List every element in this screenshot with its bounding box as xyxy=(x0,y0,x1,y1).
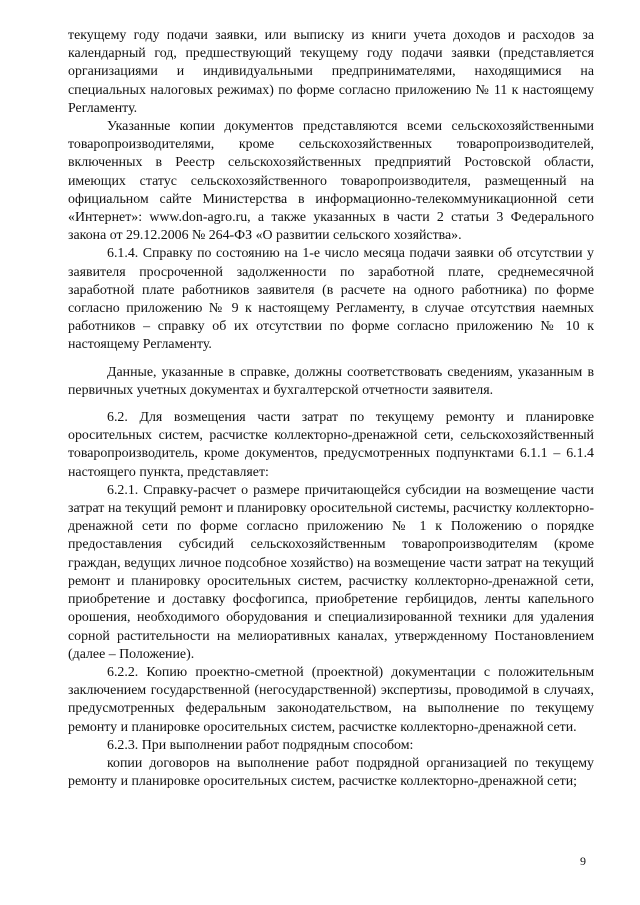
page-number: 9 xyxy=(580,854,586,868)
paragraph-6-1-4-salary-certificate: 6.1.4. Справку по состоянию на 1-е число месяца подачи заявки об отсутствии у заявителя просроченной задолженности по заработной плате, среднемесячной заработной плате работников заявителя (в расчете на одного работника) по форме согласно приложению № 9 к настоящему Регламенту, в случае отсутствия наемных работников – справку об их отсутствии по форме согласно приложению № 10 к настоящему Регламенту. xyxy=(68,246,594,353)
paragraph-copies-provided: Указанные копии документов представляются всеми сельскохозяйственными товаропроизводителями, кроме сельскохозяйственных товаропроизводителей, включенных в Реестр сельскохозяйственных предприятий Ростовской области, имеющих статус сельскохозяйственного товаропроизводителя, размещенный на официальном сайте Министерства в информационно-телекоммуникационной сети «Интернет»: www.don-agro.ru, а также указанных в части 2 статьи 3 Федерального закона от 29.12.2006 № 264-ФЗ «О развитии сельского хозяйства». xyxy=(68,119,594,244)
paragraph-6-2-2-design-documentation: 6.2.2. Копию проектно-сметной (проектной) документации с положительным заключением государственной (негосударственной) экспертизы, проводимой в случаях, предусмотренных федеральным законодательством, на выполнение по текущему ремонту и планировке оросительных систем, расчистке коллекторно-дренажной сети. xyxy=(68,664,594,735)
paragraph-contract-copies: копии договоров на выполнение работ подрядной организацией по текущему ремонту и планировке оросительных систем, расчистке коллекторно-дренажной сети; xyxy=(68,755,594,790)
document-body xyxy=(68,27,594,791)
paragraph-6-2-3-contract-works: 6.2.3. При выполнении работ подрядным способом: xyxy=(107,737,414,753)
paragraph-income-book-statement: текущему году подачи заявки, или выписку из книги учета доходов и расходов за календарный год, предшествующий текущему году подачи заявки (представляется организациями и индивидуальными предпринимателями, находящимися на специальных налоговых режимах) по форме согласно приложению № 11 к настоящему Регламенту. xyxy=(68,28,594,116)
paragraph-6-2-1-subsidy-calculation: 6.2.1. Справку-расчет о размере причитающейся субсидии на возмещение части затрат на текущий ремонт и планировку оросительной системы, расчистку коллекторно-дренажной сети по форме согласно приложению № 1 к Положению о порядке предоставления субсидий сельскохозяйственным товаропроизводителям (кроме граждан, ведущих личное подсобное хозяйство) на возмещение части затрат на текущий ремонт и планировку оросительных систем, расчистку коллекторно-дренажной сети, приобретение и доставку фосфогипса, приобретение гербицидов, ленты капельного орошения, необходимого оборудования и специализированной техники для удаления сорной растительности на мелиоративных каналах, утвержденному Постановлением (далее – Положение). xyxy=(68,482,594,662)
paragraph-6-2-repair-costs: 6.2. Для возмещения части затрат по текущему ремонту и планировке оросительных систем, расчистке коллекторно-дренажной сети, сельскохозяйственный товаропроизводитель, кроме документов, предусмотренных подпунктами 6.1.1 – 6.1.4 настоящего пункта, представляет: xyxy=(68,410,594,480)
paragraph-data-consistency: Данные, указанные в справке, должны соответствовать сведениям, указанным в первичных учетных документах и бухгалтерской отчетности заявителя. xyxy=(68,364,594,398)
